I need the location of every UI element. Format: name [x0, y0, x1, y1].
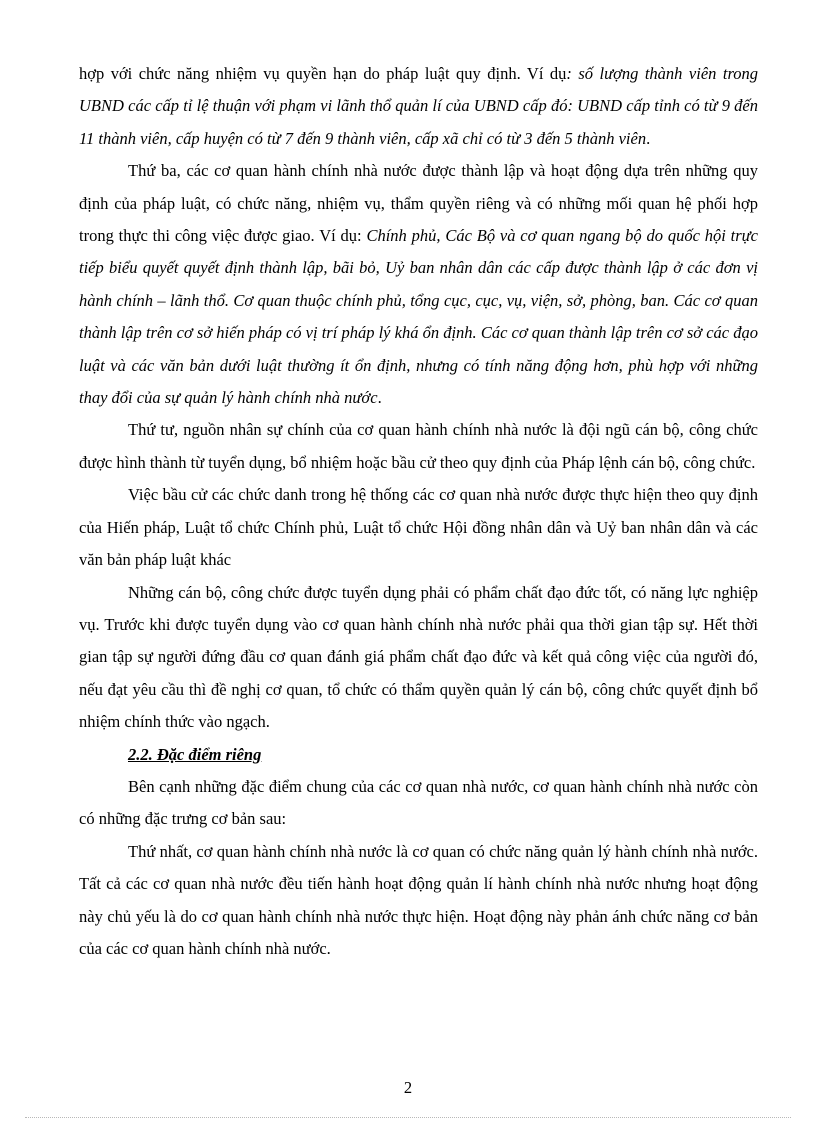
paragraph-4 — [79, 479, 758, 576]
page-number: 2 — [403, 1078, 413, 1097]
paragraph-5 — [79, 577, 758, 739]
paragraph-3 — [79, 414, 758, 479]
paragraph-2 — [79, 155, 758, 414]
heading-text: 2.2. Đặc điểm riêng — [128, 744, 262, 764]
text-run: . — [646, 128, 651, 148]
paragraph-1 — [79, 58, 758, 155]
text-run: Những cán bộ, công chức được tuyển dụng phải có phẩm chất đạo đức tốt, có năng lực nghiệp vụ. Trước khi được tuyển dụng vào cơ quan hành chính nhà nước phải qua thời gian tập sự. Hết thời gian tập sự người đứng đầu cơ quan đánh giá phẩm chất đạo đức và kết quả công việc của người đó, nếu đạt yêu cầu thì đề nghị cơ quan, tổ chức có thẩm quyền quản lý cán bộ, công chức quyết định bổ nhiệm chính thức vào ngạch. — [79, 582, 758, 732]
text-run: Thứ ba, các cơ quan hành chính nhà nước được thành lập và hoạt động dựa trên những quy định của pháp luật, có chức năng, nhiệm vụ, thẩm quyền riêng và có những mối quan hệ phối hợp trong thực thi công việc được giao. Ví dụ: — [79, 161, 758, 246]
text-run-italic: : số lượng thành viên trong UBND các cấp tỉ lệ thuận với phạm vi lãnh thổ quản lí của UBND cấp đó: UBND cấp tỉnh có từ 9 đến 11 thành viên, cấp huyện có từ 7 đến 9 thành viên, cấp xã chỉ có từ 3 đến 5 thành viên — [79, 64, 758, 148]
text-run: Thứ tư, nguồn nhân sự chính của cơ quan hành chính nhà nước là đội ngũ cán bộ, công chức được hình thành từ tuyển dụng, bổ nhiệm hoặc bầu cử theo quy định của Pháp lệnh cán bộ, công chức. — [79, 420, 758, 472]
text-run: Thứ nhất, cơ quan hành chính nhà nước là cơ quan có chức năng quản lý hành chính nhà nước. Tất cả các cơ quan nhà nước đều tiến hành hoạt động quản lí hành chính nhà nước nhưng hoạt động này chủ yếu là do cơ quan hành chính nhà nước thực hiện. Hoạt động này phản ánh chức năng cơ bản của các cơ quan hành chính nhà nước. — [79, 841, 758, 958]
text-run-italic: Chính phủ, Các Bộ và cơ quan ngang bộ do quốc hội trực tiếp biểu quyết quyết định thành lập, bãi bỏ, Uỷ ban nhân dân các cấp được thành lập ở các đơn vị hành chính – lãnh thổ. Cơ quan thuộc chính phủ, tổng cục, cục, vụ, viện, sở, phòng, ban. Các cơ quan thành lập trên cơ sở hiến pháp có vị trí pháp lý khá ổn định. Các cơ quan thành lập trên cơ sở các đạo luật và các văn bản dưới luật thường ít ổn định, nhưng có tính năng động hơn, phù hợp với những thay đổi của sự quản lý hành chính nhà nước — [79, 226, 758, 408]
text-run: Việc bầu cử các chức danh trong hệ thống các cơ quan nhà nước được thực hiện theo quy định của Hiến pháp, Luật tổ chức Chính phủ, Luật tổ chức Hội đồng nhân dân và Uỷ ban nhân dân và các văn bản pháp luật khác — [79, 485, 758, 570]
text-run: hợp với chức năng nhiệm vụ quyền hạn do pháp luật quy định. Ví dụ — [79, 64, 567, 83]
paragraph-7 — [79, 836, 758, 966]
paragraph-6 — [79, 771, 758, 836]
page-bottom-divider — [25, 1117, 791, 1118]
text-run: . — [377, 388, 382, 408]
section-heading — [79, 739, 758, 771]
document-body — [79, 58, 758, 965]
text-run: Bên cạnh những đặc điểm chung của các cơ quan nhà nước, cơ quan hành chính nhà nước còn có những đặc trưng cơ bản sau: — [79, 776, 758, 829]
